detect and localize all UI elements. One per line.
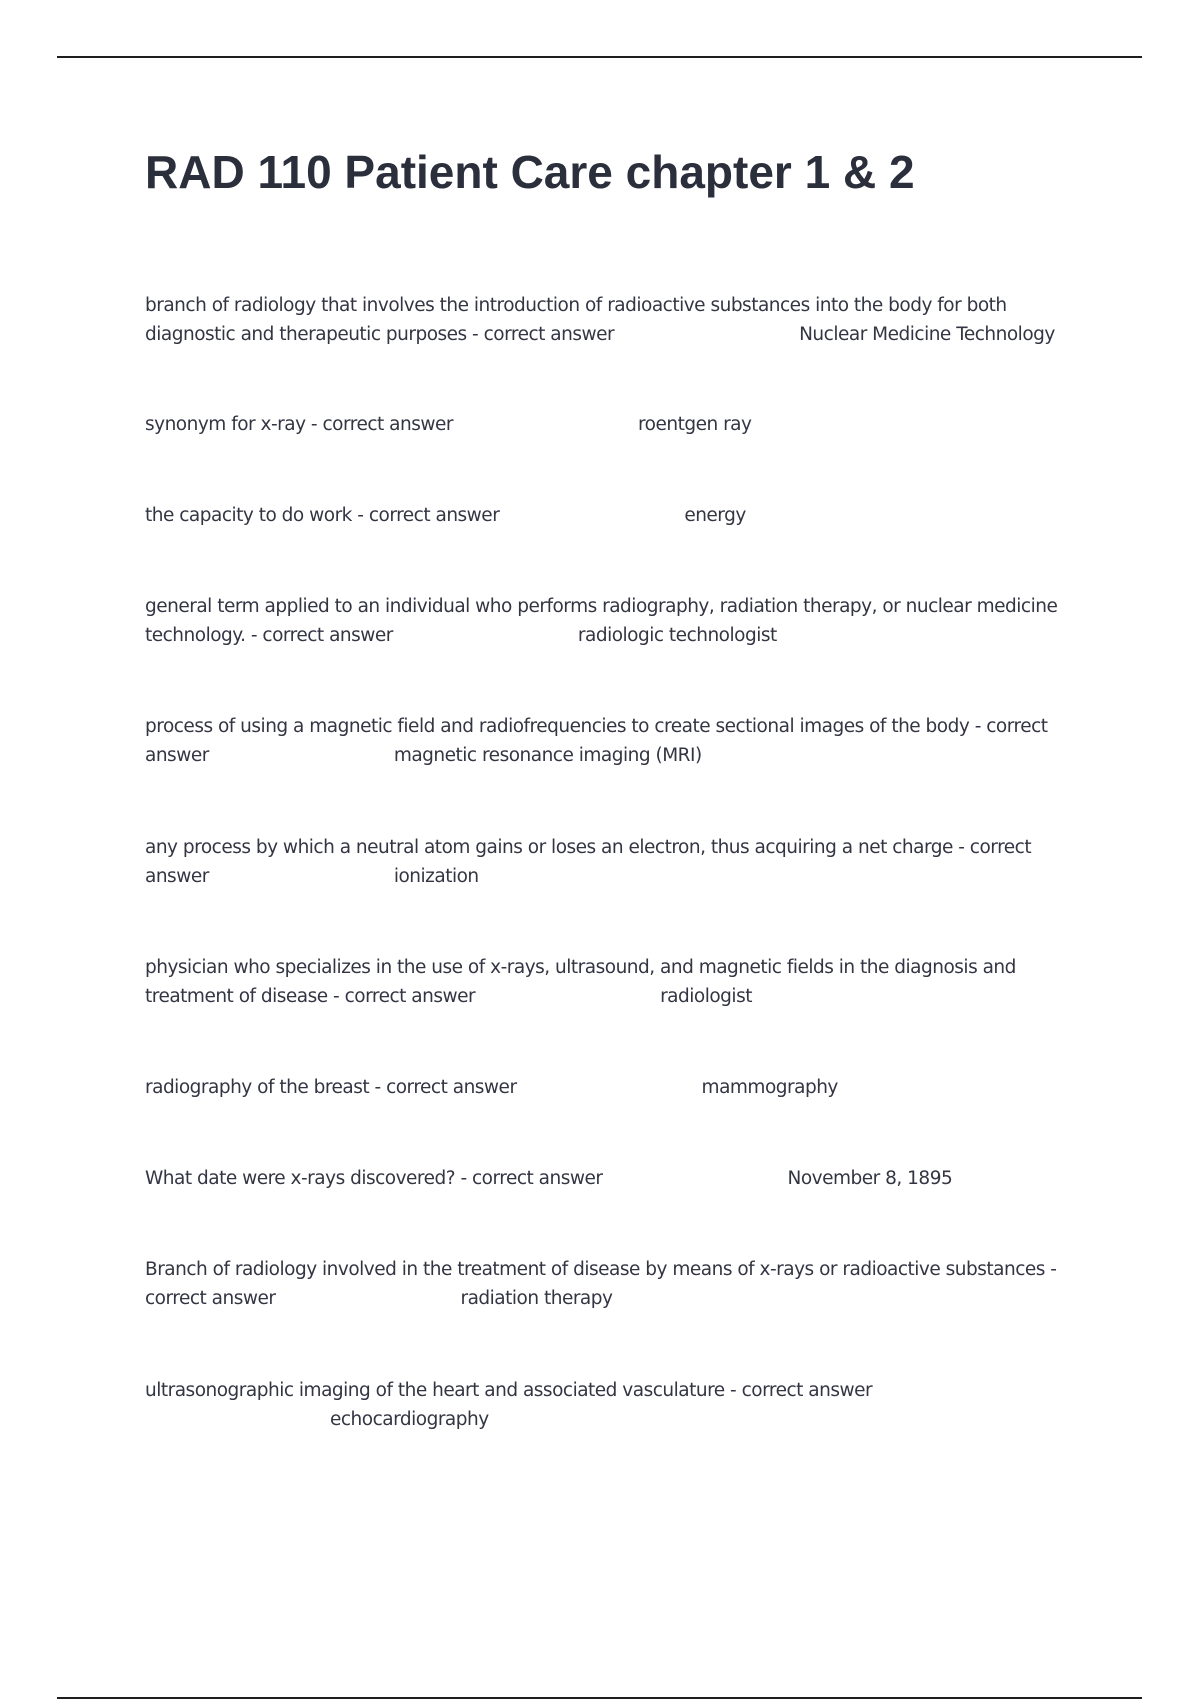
flashcard xyxy=(145,410,1090,439)
page-title: RAD 110 Patient Care chapter 1 & 2 xyxy=(145,146,915,198)
flashcard xyxy=(145,833,1090,891)
card-answer: radiologist xyxy=(660,986,752,1007)
card-answer: roentgen ray xyxy=(637,414,752,435)
flashcard xyxy=(145,953,1090,1011)
card-question: any process by which a neutral atom gains or loses an electron, thus acquiring a net charge - correct answer xyxy=(145,837,1032,887)
flashcard xyxy=(145,1164,1090,1193)
card-answer: Nuclear Medicine Technology xyxy=(799,324,1055,345)
card-question: ultrasonographic imaging of the heart and associated vasculature - correct answer xyxy=(145,1380,873,1401)
card-answer: magnetic resonance imaging (MRI) xyxy=(393,745,702,766)
card-question: radiography of the breast - correct answer xyxy=(145,1077,517,1098)
flashcard xyxy=(145,712,1090,770)
card-answer: mammography xyxy=(701,1077,838,1098)
card-question: Branch of radiology involved in the treatment of disease by means of x-rays or radioactive substances - correct answer xyxy=(145,1259,1057,1309)
card-question: process of using a magnetic field and radiofrequencies to create sectional images of the body - correct answer xyxy=(145,716,1048,766)
flashcard xyxy=(145,291,1090,349)
card-answer: radiation therapy xyxy=(460,1288,613,1309)
card-answer: echocardiography xyxy=(330,1409,489,1430)
card-question: physician who specializes in the use of x-rays, ultrasound, and magnetic fields in the diagnosis and treatment of disease - correct answer xyxy=(145,957,1016,1007)
bottom-rule xyxy=(57,1697,1142,1699)
card-question: What date were x-rays discovered? - correct answer xyxy=(145,1168,603,1189)
card-question: the capacity to do work - correct answer xyxy=(145,505,500,526)
flashcard xyxy=(145,1255,1090,1313)
card-answer: ionization xyxy=(393,866,479,887)
flashcard xyxy=(145,501,1090,530)
flashcard xyxy=(145,1376,1090,1434)
card-question: synonym for x-ray - correct answer xyxy=(145,414,453,435)
top-rule xyxy=(57,56,1142,58)
flashcard xyxy=(145,1073,1090,1102)
card-answer: radiologic technologist xyxy=(577,625,777,646)
card-answer: energy xyxy=(684,505,746,526)
card-question: general term applied to an individual who performs radiography, radiation therapy, or nuclear medicine technology. - correct answer xyxy=(145,596,1058,646)
card-question: branch of radiology that involves the introduction of radioactive substances into the body for both diagnostic and therapeutic purposes - correct answer xyxy=(145,295,1007,345)
card-answer: November 8, 1895 xyxy=(787,1168,953,1189)
flashcard xyxy=(145,592,1090,650)
